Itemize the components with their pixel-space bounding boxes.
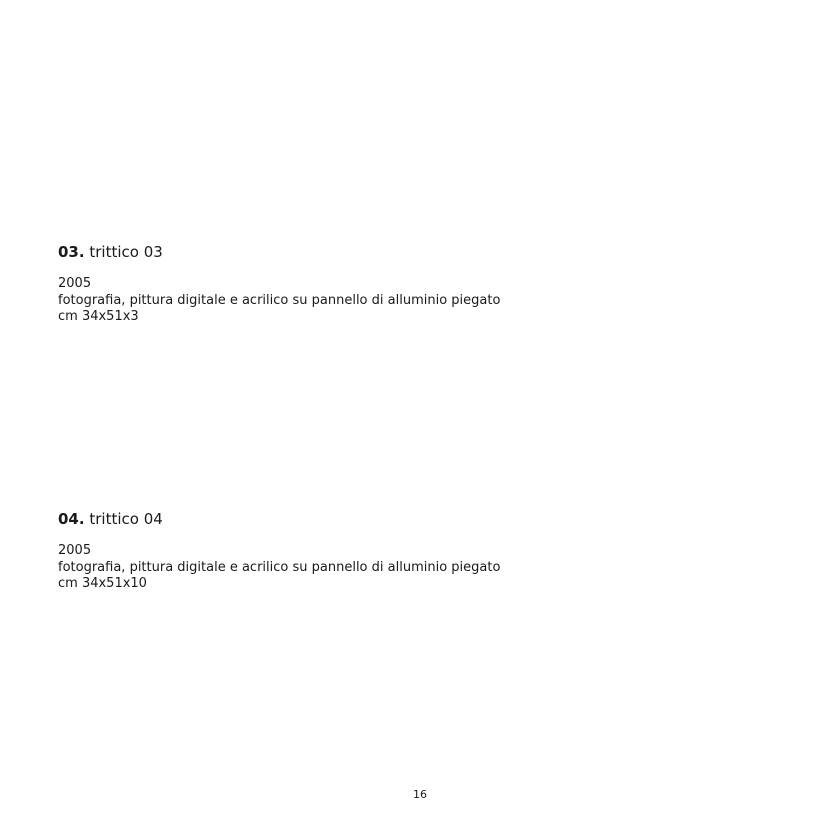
artwork-year: 2005 <box>58 543 92 558</box>
artwork-year: 2005 <box>58 276 92 291</box>
artwork-name: trittico 04 <box>89 510 163 528</box>
artwork-entry-03 <box>58 242 758 326</box>
artwork-dimensions: cm 34x51x3 <box>58 309 139 324</box>
artwork-number: 04. <box>58 510 85 528</box>
page-number: 16 <box>413 788 427 801</box>
artwork-title <box>58 509 758 529</box>
artwork-entry-04 <box>58 509 758 593</box>
artwork-dimensions: cm 34x51x10 <box>58 576 147 591</box>
artwork-title <box>58 242 758 262</box>
artwork-name: trittico 03 <box>89 243 163 261</box>
artwork-technique: fotografia, pittura digitale e acrilico su pannello di alluminio piegato <box>58 292 501 308</box>
artwork-number: 03. <box>58 243 85 261</box>
artwork-technique: fotografia, pittura digitale e acrilico su pannello di alluminio piegato <box>58 559 501 575</box>
